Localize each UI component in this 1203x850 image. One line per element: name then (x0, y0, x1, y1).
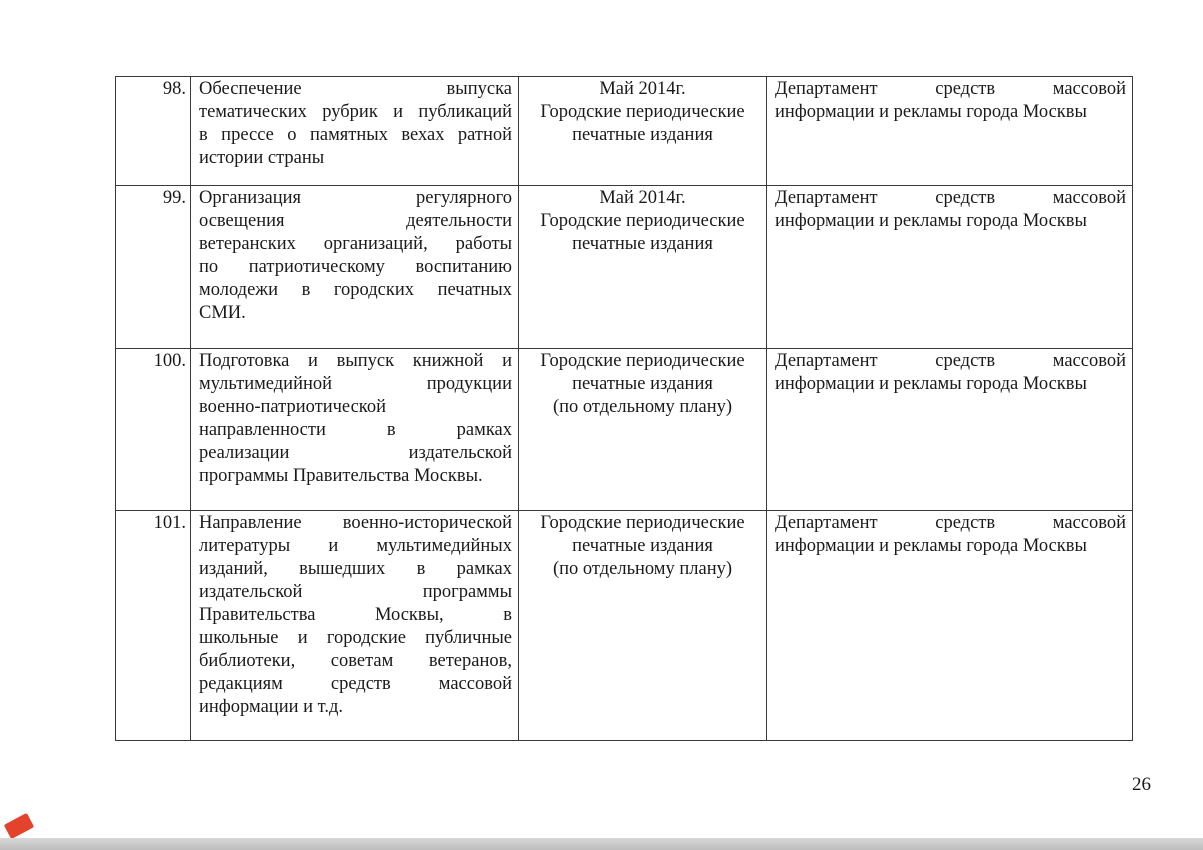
event-line: реализации издательской (199, 443, 512, 463)
executor-line: информации и рекламы города Москвы (775, 536, 1087, 556)
event-line: программы Правительства Москвы. (199, 466, 483, 486)
event-line: СМИ. (199, 303, 246, 323)
event-description (191, 77, 519, 186)
term-line: (по отдельному плану) (552, 397, 733, 417)
table-row (116, 77, 1133, 186)
event-executor (767, 186, 1133, 349)
event-line: информации и т.д. (199, 697, 344, 717)
event-line: молодежи в городских печатных (199, 280, 512, 300)
event-line: тематических рубрик и публикаций (199, 102, 512, 122)
event-line: мультимедийной продукции (199, 374, 512, 394)
corner-logo (4, 813, 34, 839)
event-line: освещения деятельности (199, 211, 512, 231)
event-executor (767, 349, 1133, 511)
executor-line: информации и рекламы города Москвы (775, 374, 1087, 394)
event-term (519, 511, 767, 741)
term-line: печатные издания (572, 536, 713, 556)
event-line: издательской программы (199, 582, 512, 602)
scan-bottom-edge (0, 838, 1203, 850)
executor-line: информации и рекламы города Москвы (775, 102, 1087, 122)
term-line: Май 2014г. (599, 79, 686, 99)
executor-line: Департамент средств массовой (775, 79, 1126, 99)
executor-line: информации и рекламы города Москвы (775, 211, 1087, 231)
page-number: 26 (1132, 774, 1151, 795)
event-line: Подготовка и выпуск книжной и (199, 351, 512, 371)
term-line: (по отдельному плану) (552, 559, 733, 579)
executor-line: Департамент средств массовой (775, 513, 1126, 533)
event-line: ветеранских организаций, работы (199, 234, 512, 254)
row-number: 98. (116, 77, 191, 186)
event-line: направленности в рамках (199, 420, 512, 440)
row-number: 99. (116, 186, 191, 349)
term-line: Городские периодические (540, 102, 745, 122)
event-description (191, 511, 519, 741)
executor-line: Департамент средств массовой (775, 188, 1126, 208)
table-row (116, 511, 1133, 741)
event-term (519, 77, 767, 186)
table-row (116, 349, 1133, 511)
event-description (191, 186, 519, 349)
event-term (519, 349, 767, 511)
event-line: библиотеки, советам ветеранов, (199, 651, 512, 671)
term-line: Городские периодические (540, 513, 745, 533)
executor-line: Департамент средств массовой (775, 351, 1126, 371)
term-line: печатные издания (572, 374, 713, 394)
term-line: печатные издания (572, 234, 713, 254)
event-line: истории страны (199, 148, 325, 168)
event-line: Направление военно-исторической (199, 513, 512, 533)
event-executor (767, 77, 1133, 186)
term-line: Городские периодические (540, 351, 745, 371)
event-line: литературы и мультимедийных (199, 536, 512, 556)
term-line: Городские периодические (540, 211, 745, 231)
term-line: печатные издания (572, 125, 713, 145)
term-line: Май 2014г. (599, 188, 686, 208)
event-executor (767, 511, 1133, 741)
event-line: школьные и городские публичные (199, 628, 512, 648)
event-term (519, 186, 767, 349)
row-number: 101. (116, 511, 191, 741)
event-line: в прессе о памятных вехах ратной (199, 125, 512, 145)
event-description (191, 349, 519, 511)
event-line: военно-патриотической (199, 397, 386, 417)
event-line: Правительства Москвы, в (199, 605, 512, 625)
events-table (115, 76, 1133, 741)
event-line: Обеспечение выпуска (199, 79, 512, 99)
event-line: редакциям средств массовой (199, 674, 512, 694)
table-row (116, 186, 1133, 349)
row-number: 100. (116, 349, 191, 511)
event-line: по патриотическому воспитанию (199, 257, 512, 277)
event-line: изданий, вышедших в рамках (199, 559, 512, 579)
event-line: Организация регулярного (199, 188, 512, 208)
